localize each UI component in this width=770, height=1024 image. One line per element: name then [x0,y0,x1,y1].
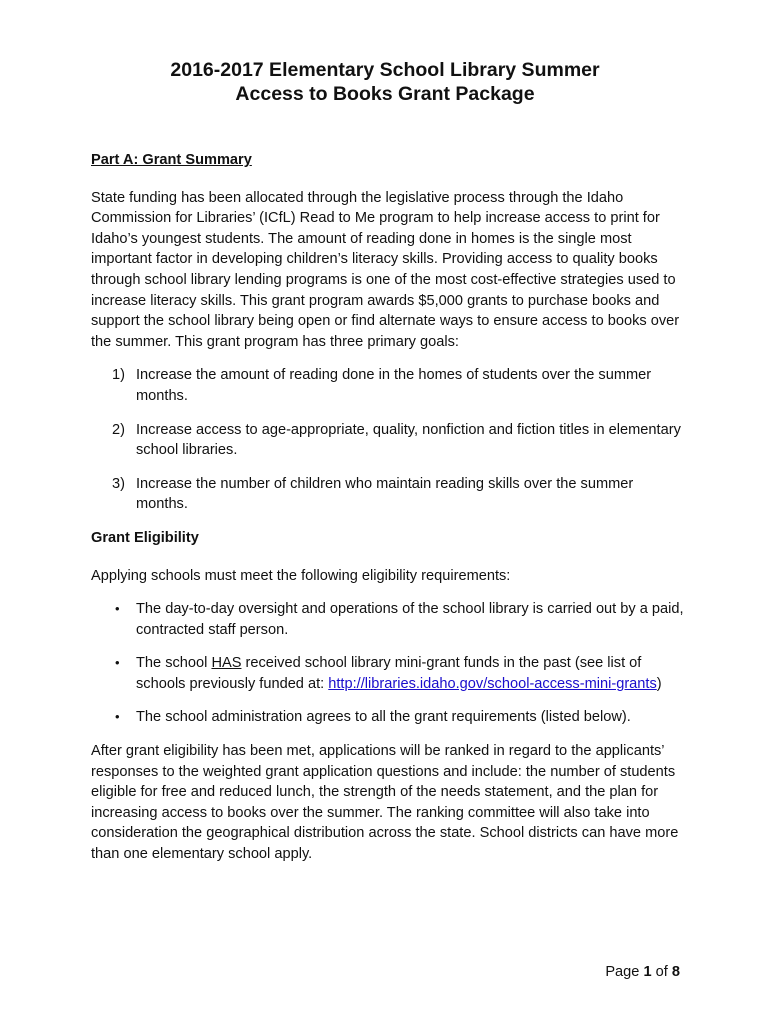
goal-marker: 3) [112,475,125,492]
title-line-2: Access to Books Grant Package [235,83,535,105]
goal-item [91,474,687,515]
eligibility-heading: Grant Eligibility [91,529,199,546]
part-a-intro-paragraph: State funding has been allocated through the legislative process through the Idaho Commission for Libraries’ (ICfL) Read to Me program to help increase access to print for Idaho’s youngest students. The amount of reading done in homes is the single most important factor in developing children’s literacy skills. Providing access to quality books through school library lending programs is one of the most cost-effective strategies used to increase literacy skills. This grant program awards $5,000 grants to purchase books and support the school library being open or find alternate ways to ensure access to books over the summer. This grant program has three primary goals: [91,189,680,350]
bullet-icon: • [115,709,120,725]
requirement-text-middle: received school library mini-grant funds in the past (see list of schools previously funded at: [136,655,642,692]
requirement-text-before: The school [136,655,212,672]
goal-marker: 1) [112,367,125,384]
requirement-text: The school administration agrees to all the grant requirements (listed below). [136,709,631,726]
requirement-text: The day-to-day oversight and operations of the school library is carried out by a paid, contracted staff person. [136,601,684,638]
eligibility-intro: Applying schools must meet the following eligibility requirements: [91,567,511,584]
goal-item [91,420,687,461]
goals-list [91,365,687,515]
bullet-icon: • [115,655,120,671]
goal-item [91,365,687,406]
bullet-icon: • [115,601,120,617]
requirement-item [91,653,687,694]
goal-marker: 2) [112,421,125,438]
goal-text: Increase access to age-appropriate, quality, nonfiction and fiction titles in elementary school libraries. [136,421,681,459]
page-number [605,964,680,980]
document-body [91,150,687,878]
title-line-1: 2016-2017 Elementary School Library Summer [170,59,600,81]
eligibility-requirements-list [91,599,687,728]
page-total: 8 [671,964,680,980]
eligibility-closing-paragraph: After grant eligibility has been met, applications will be ranked in regard to the applicants’ responses to the weighted grant application questions and include: the number of students eligible for free and reduced lunch, the strength of the needs statement, and the plan for increasing access to books over the summer. The ranking committee will also take into consideration the geographical distribution across the state. School districts can have more than one elementary school apply. [91,743,679,863]
school-access-grants-link[interactable]: http://libraries.idaho.gov/school-access-mini-grants [328,675,657,692]
requirement-item [91,707,687,728]
part-a-heading: Part A: Grant Summary [91,152,252,168]
document-title [0,58,770,106]
requirement-item [91,599,687,640]
requirement-text-after: ) [656,675,662,692]
page-current: 1 [643,964,652,980]
page-label: Page [605,964,644,980]
goal-text: Increase the number of children who maintain reading skills over the summer months. [136,475,634,513]
requirement-emphasis: HAS [211,655,242,672]
goal-text: Increase the amount of reading done in the homes of students over the summer months. [136,367,652,404]
page-of-label: of [651,964,672,980]
